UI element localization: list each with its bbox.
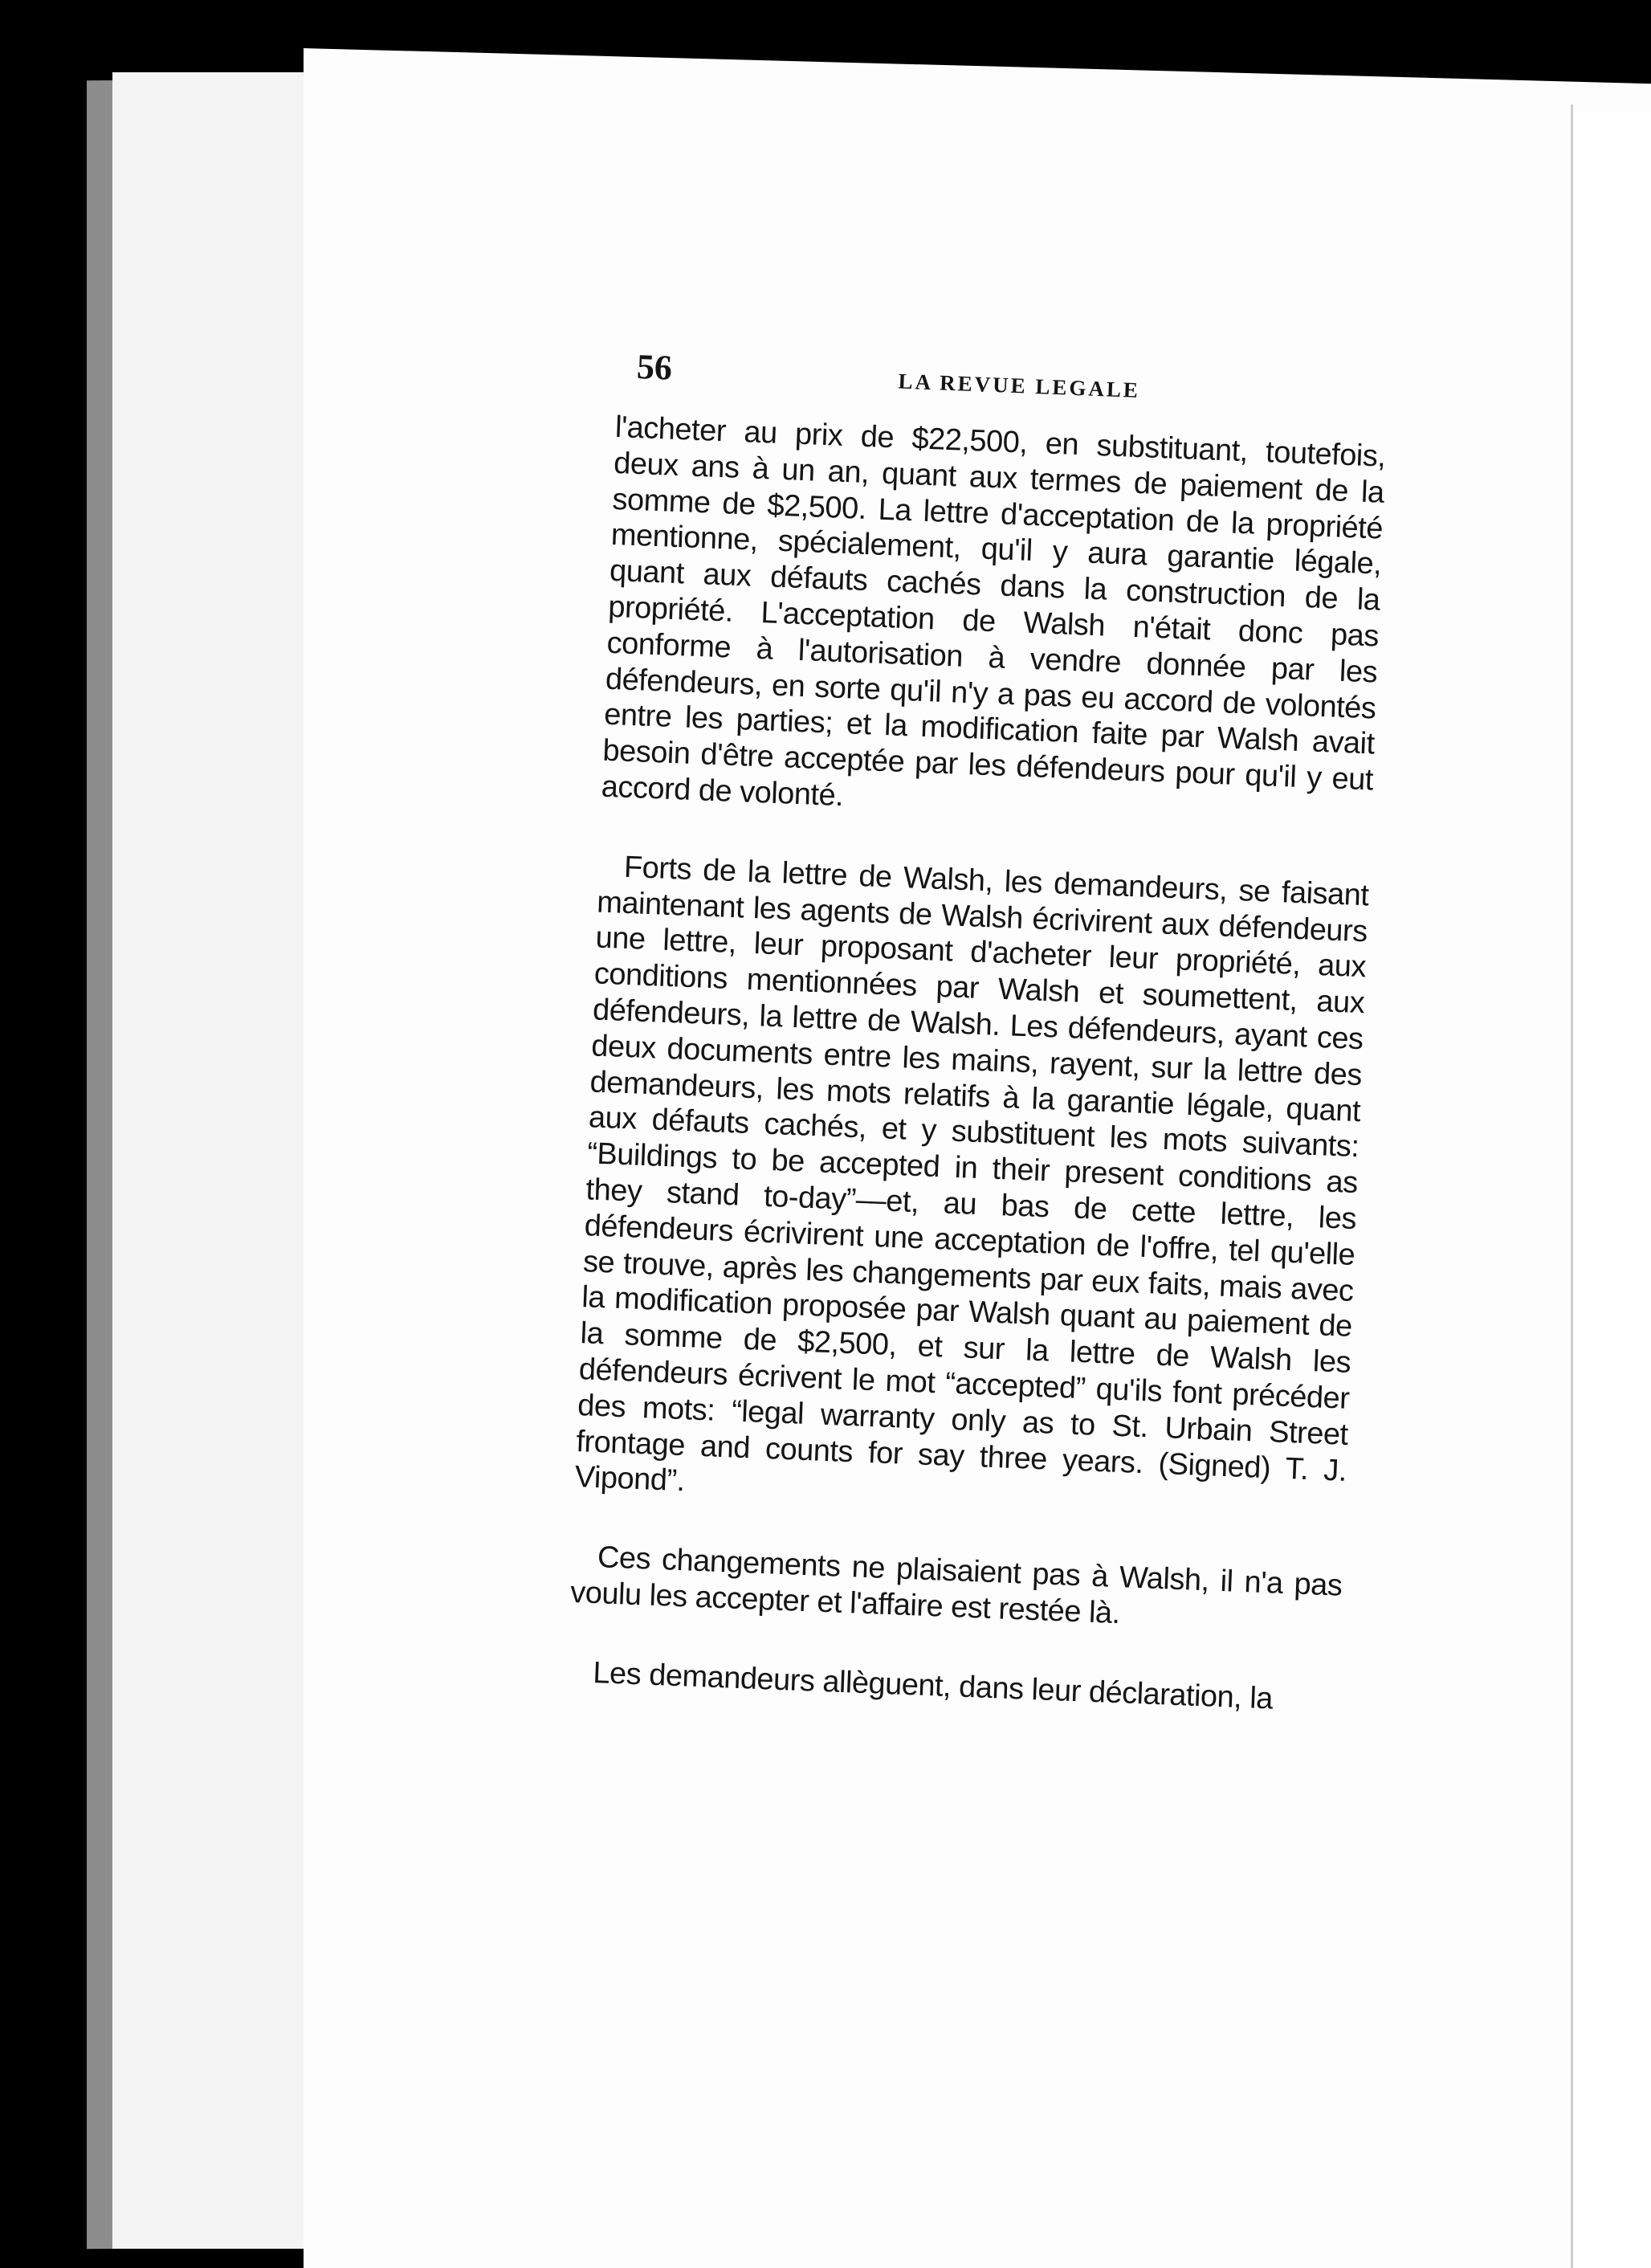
paragraph: l'acheter au prix de $22,500, en substituant, toutefois, deux ans à un an, quant aux termes de paiement de la somme de $2,500. La lettre d'acceptation de la propriété mentionne, spécialement, qu'il y aura garantie légale, quant aux défauts cachés dans la construction de la propriété. L'acceptation de Walsh n'était donc pas conforme à l'autorisation à vendre donnée par les défendeurs, en sorte qu'il n'y a pas eu accord de volontés entre les parties; et la modification faite par Walsh avait besoin d'être acceptée par les défendeurs pour qu'il y eut accord de volonté. [601,410,1387,814]
page-content [565,345,1389,1763]
body-text [567,410,1387,1719]
page-number: 56 [636,346,673,388]
page-fold-line [1571,104,1573,2268]
paragraph: Forts de la lettre de Walsh, les demandeurs, se faisant maintenant les agents de Walsh écrivirent aux défendeurs une lettre, leur proposant d'acheter leur propriété, aux conditions mentionnées par Walsh et soumettent, aux défendeurs, la lettre de Walsh. Les défendeurs, ayant ces deux documents entre les mains, rayent, sur la lettre des demandeurs, les mots relatifs à la garantie légale, quant aux défauts cachés, et y substituent les mots suivants: “Buildings to be accepted in their present conditions as they stand to-day”—et, au bas de cette lettre, les défendeurs écrivirent une acceptation de l'offre, tel qu'elle se trouve, après les changements par eux faits, mais avec la modification proposée par Walsh quant au paiement de la somme de $2,500, et sur la lettre de Walsh les défendeurs écrivent le mot “accepted” qu'ils font précéder des mots: “legal warranty only as to St. Urbain Street frontage and counts for say three years. (Signed) T. J. Vipond”. [574,850,1370,1499]
paragraph: Ces changements ne plaisaient pas à Walsh, il n'a pas voulu les accepter et l'affaire est restée là. [569,1540,1343,1631]
paragraph: Les demandeurs allèguent, dans leur déclaration, la [592,1655,1274,1716]
running-title: LA REVUE LEGALE [897,369,1141,402]
back-page-margin [112,72,305,2249]
facing-page-sliver [1574,112,1651,2268]
